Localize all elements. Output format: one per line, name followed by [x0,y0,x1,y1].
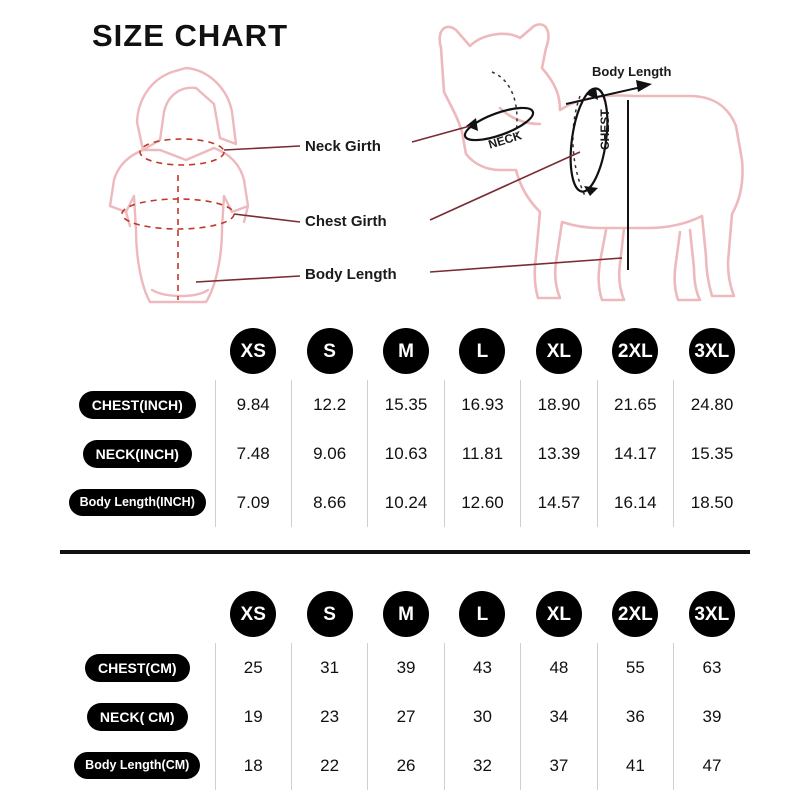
cell-body-cm-s: 22 [291,741,367,790]
dog-label-neck: NECK [486,128,524,152]
size-header-cell [521,585,597,643]
size-pill: M [383,328,429,374]
cell-chest-cm-s: 31 [291,643,367,692]
cell-chest-inch-2xl: 21.65 [597,380,673,429]
size-header-cell [291,585,367,643]
size-header-cell [674,322,750,380]
size-pill: L [459,591,505,637]
row-label-cell [60,643,215,692]
table-header-row [60,322,750,380]
inch-table-block [60,322,750,527]
size-header-cell [368,585,444,643]
callout-chest-girth: Chest Girth [305,213,387,230]
garment-drawing [110,68,248,302]
cell-body-cm-2xl: 41 [597,741,673,790]
cell-chest-cm-xl: 48 [521,643,597,692]
row-label-cell [60,380,215,429]
callout-neck-girth: Neck Girth [305,138,381,155]
cell-neck-cm-xs: 19 [215,692,291,741]
cell-chest-cm-l: 43 [444,643,520,692]
cell-neck-inch-2xl: 14.17 [597,429,673,478]
row-label-neck-cm: NECK( CM) [87,703,188,731]
header-corner [60,322,215,380]
size-header-cell [368,322,444,380]
row-label-chest-inch: CHEST(INCH) [79,391,196,419]
table-row [60,478,750,527]
cell-chest-inch-xl: 18.90 [521,380,597,429]
illustration [0,0,800,320]
cm-size-table [60,585,750,790]
header-corner [60,585,215,643]
cell-neck-cm-xl: 34 [521,692,597,741]
leader-lines [196,126,622,282]
cell-body-inch-xl: 14.57 [521,478,597,527]
row-label-body-length-cm: Body Length(CM) [74,752,200,779]
page-title: SIZE CHART [92,18,288,53]
cell-chest-inch-m: 15.35 [368,380,444,429]
table-row [60,429,750,478]
cell-body-inch-l: 12.60 [444,478,520,527]
cell-chest-cm-m: 39 [368,643,444,692]
size-pill: 2XL [612,328,658,374]
cm-table-block [60,585,750,790]
cell-neck-cm-l: 30 [444,692,520,741]
size-header-cell [215,322,291,380]
size-header-cell [444,585,520,643]
dog-label-chest: CHEST [598,109,612,150]
size-pill: 3XL [689,591,735,637]
size-header-cell [444,322,520,380]
garment-neck-ellipse [140,139,224,165]
row-label-body-length-inch: Body Length(INCH) [69,489,206,516]
size-pill: S [307,328,353,374]
cell-body-cm-xl: 37 [521,741,597,790]
row-label-cell [60,741,215,790]
size-pill: XL [536,328,582,374]
row-label-cell [60,478,215,527]
dog-label-body-length: Body Length [592,64,672,79]
dog-neck-guide [492,72,517,134]
row-label-cell [60,429,215,478]
size-header-cell [597,585,673,643]
size-pill: XS [230,591,276,637]
cell-body-inch-3xl: 18.50 [674,478,750,527]
cell-neck-cm-s: 23 [291,692,367,741]
cell-body-inch-s: 8.66 [291,478,367,527]
table-row [60,380,750,429]
size-header-cell [674,585,750,643]
size-header-cell [291,322,367,380]
section-divider [60,550,750,554]
size-header-cell [215,585,291,643]
cell-chest-inch-3xl: 24.80 [674,380,750,429]
size-header-cell [521,322,597,380]
inch-size-table [60,322,750,527]
table-row [60,643,750,692]
cell-neck-cm-2xl: 36 [597,692,673,741]
cell-body-inch-m: 10.24 [368,478,444,527]
cell-body-inch-xs: 7.09 [215,478,291,527]
callout-body-length: Body Length [305,266,397,283]
row-label-chest-cm: CHEST(CM) [85,654,190,682]
row-label-cell [60,692,215,741]
row-label-neck-inch: NECK(INCH) [83,440,192,468]
size-pill: XS [230,328,276,374]
size-pill: L [459,328,505,374]
size-pill: S [307,591,353,637]
cell-neck-cm-3xl: 39 [674,692,750,741]
cell-body-cm-l: 32 [444,741,520,790]
cell-body-cm-3xl: 47 [674,741,750,790]
cell-neck-inch-s: 9.06 [291,429,367,478]
size-header-cell [597,322,673,380]
cell-neck-inch-l: 11.81 [444,429,520,478]
cell-body-inch-2xl: 16.14 [597,478,673,527]
illustration-svg [0,0,800,320]
cell-chest-cm-xs: 25 [215,643,291,692]
cell-neck-inch-m: 10.63 [368,429,444,478]
cell-neck-inch-xs: 7.48 [215,429,291,478]
cell-chest-inch-s: 12.2 [291,380,367,429]
size-pill: M [383,591,429,637]
size-pill: XL [536,591,582,637]
cell-neck-cm-m: 27 [368,692,444,741]
cell-chest-cm-2xl: 55 [597,643,673,692]
table-row [60,741,750,790]
size-pill: 3XL [689,328,735,374]
cell-chest-cm-3xl: 63 [674,643,750,692]
cell-body-cm-xs: 18 [215,741,291,790]
cell-neck-inch-xl: 13.39 [521,429,597,478]
table-row [60,692,750,741]
cell-chest-inch-xs: 9.84 [215,380,291,429]
cell-body-cm-m: 26 [368,741,444,790]
size-pill: 2XL [612,591,658,637]
cell-chest-inch-l: 16.93 [444,380,520,429]
table-header-row [60,585,750,643]
cell-neck-inch-3xl: 15.35 [674,429,750,478]
